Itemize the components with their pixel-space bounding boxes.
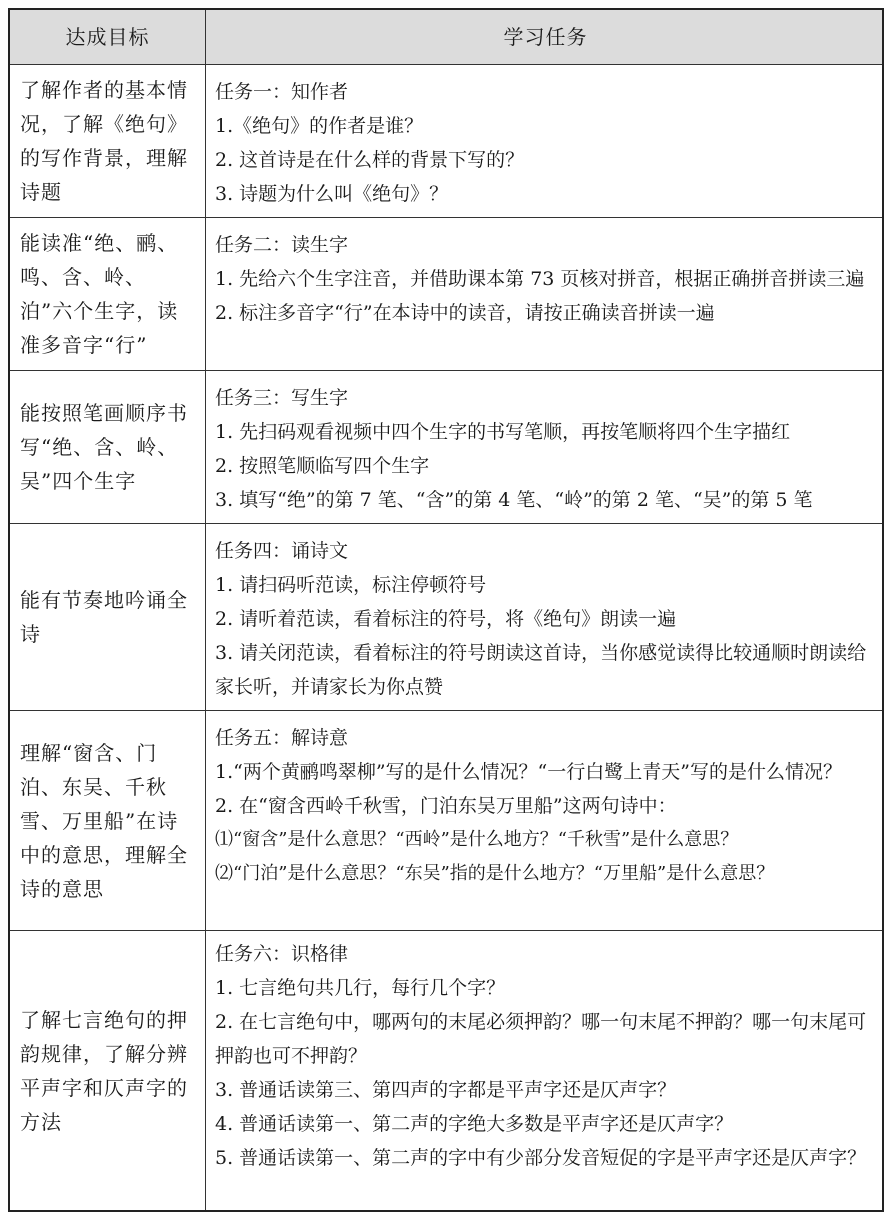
task-item: 2. 在七言绝句中，哪两句的末尾必须押韵？哪一句末尾不押韵？哪一句末尾可押韵也可不押韵？ xyxy=(215,1011,867,1067)
header-goal: 达成目标 xyxy=(10,10,206,64)
goal-cell xyxy=(10,931,206,1210)
goal-text: 能按照笔画顺序书写“绝、含、岭、吴”四个生字 xyxy=(20,401,188,493)
task-title: 任务二：读生字 xyxy=(215,234,349,256)
task-title: 任务三：写生字 xyxy=(215,387,349,409)
table-row xyxy=(10,930,882,1210)
table-row xyxy=(10,523,882,710)
table-row xyxy=(10,370,882,523)
goal-text: 能有节奏地吟诵全诗 xyxy=(20,588,188,646)
task-cell xyxy=(206,931,882,1210)
task-cell xyxy=(206,65,882,217)
goal-cell xyxy=(10,65,206,217)
task-item: 2. 标注多音字“行”在本诗中的读音，请按正确读音拼读一遍 xyxy=(215,302,715,324)
task-item: 2. 这首诗是在什么样的背景下写的？ xyxy=(215,149,525,171)
table-row xyxy=(10,64,882,217)
task-item: 3. 填写“绝”的第 7 笔、“含”的第 4 笔、“岭”的第 2 笔、“吴”的第 5 笔 xyxy=(215,489,813,511)
task-item: 5. 普通话读第一、第二声的字中有少部分发音短促的字是平声字还是仄声字？ xyxy=(215,1147,867,1169)
learning-task-table xyxy=(8,8,884,1212)
task-item: 3. 普通话读第三、第四声的字都是平声字还是仄声字？ xyxy=(215,1079,677,1101)
goal-cell xyxy=(10,711,206,930)
table-row xyxy=(10,710,882,930)
task-item: ⑵“门泊”是什么意思？“东吴”指的是什么地方？“万里船”是什么意思？ xyxy=(215,863,775,884)
goal-cell xyxy=(10,371,206,523)
task-item: 3. 请关闭范读，看着标注的符号朗读这首诗，当你感觉读得比较通顺时朗读给家长听，并请家长为你点赞 xyxy=(215,642,867,698)
task-item: 2. 请听着范读，看着标注的符号，将《绝句》朗读一遍 xyxy=(215,608,677,630)
goal-text: 能读准“绝、鹂、鸣、含、岭、泊”六个生字，读准多音字“行” xyxy=(20,231,179,357)
table-header-row xyxy=(10,10,882,64)
task-item: 1. 七言绝句共几行，每行几个字？ xyxy=(215,977,506,999)
goal-text: 了解作者的基本情况，了解《绝句》的写作背景，理解诗题 xyxy=(20,78,188,204)
goal-cell xyxy=(10,524,206,710)
table-row xyxy=(10,217,882,370)
task-item: 1. 先扫码观看视频中四个生字的书写笔顺，再按笔顺将四个生字描红 xyxy=(215,421,791,443)
task-item: 4. 普通话读第一、第二声的字绝大多数是平声字还是仄声字？ xyxy=(215,1113,734,1135)
task-title: 任务六：识格律 xyxy=(215,943,349,965)
task-item: 1. 请扫码听范读，标注停顿符号 xyxy=(215,574,487,596)
task-cell xyxy=(206,524,882,710)
goal-text: 理解“窗含、门泊、东吴、千秋雪、万里船”在诗中的意思，理解全诗的意思 xyxy=(20,740,188,901)
task-title: 任务一：知作者 xyxy=(215,81,349,103)
task-item: ⑴“窗含”是什么意思？“西岭”是什么地方？“千秋雪”是什么意思？ xyxy=(215,829,739,850)
goal-cell xyxy=(10,218,206,370)
goal-text: 了解七言绝句的押韵规律，了解分辨平声字和仄声字的方法 xyxy=(20,1007,188,1134)
task-item: 1.《绝句》的作者是谁？ xyxy=(215,115,424,137)
task-item: 2. 按照笔顺临写四个生字 xyxy=(215,455,430,477)
header-task: 学习任务 xyxy=(503,25,588,49)
task-item: 2. 在“窗含西岭千秋雪，门泊东吴万里船”这两句诗中： xyxy=(215,795,677,817)
task-cell xyxy=(206,371,882,523)
task-item: 3. 诗题为什么叫《绝句》？ xyxy=(215,183,449,205)
task-item: 1.“两个黄鹂鸣翠柳”写的是什么情况？“一行白鹭上青天”写的是什么情况？ xyxy=(215,761,842,783)
task-item: 1. 先给六个生字注音，并借助课本第 73 页核对拼音，根据正确拼音拼读三遍 xyxy=(215,268,865,290)
task-title: 任务五：解诗意 xyxy=(215,727,349,749)
task-cell xyxy=(206,711,882,930)
task-cell xyxy=(206,218,882,370)
task-title: 任务四：诵诗文 xyxy=(215,540,349,562)
